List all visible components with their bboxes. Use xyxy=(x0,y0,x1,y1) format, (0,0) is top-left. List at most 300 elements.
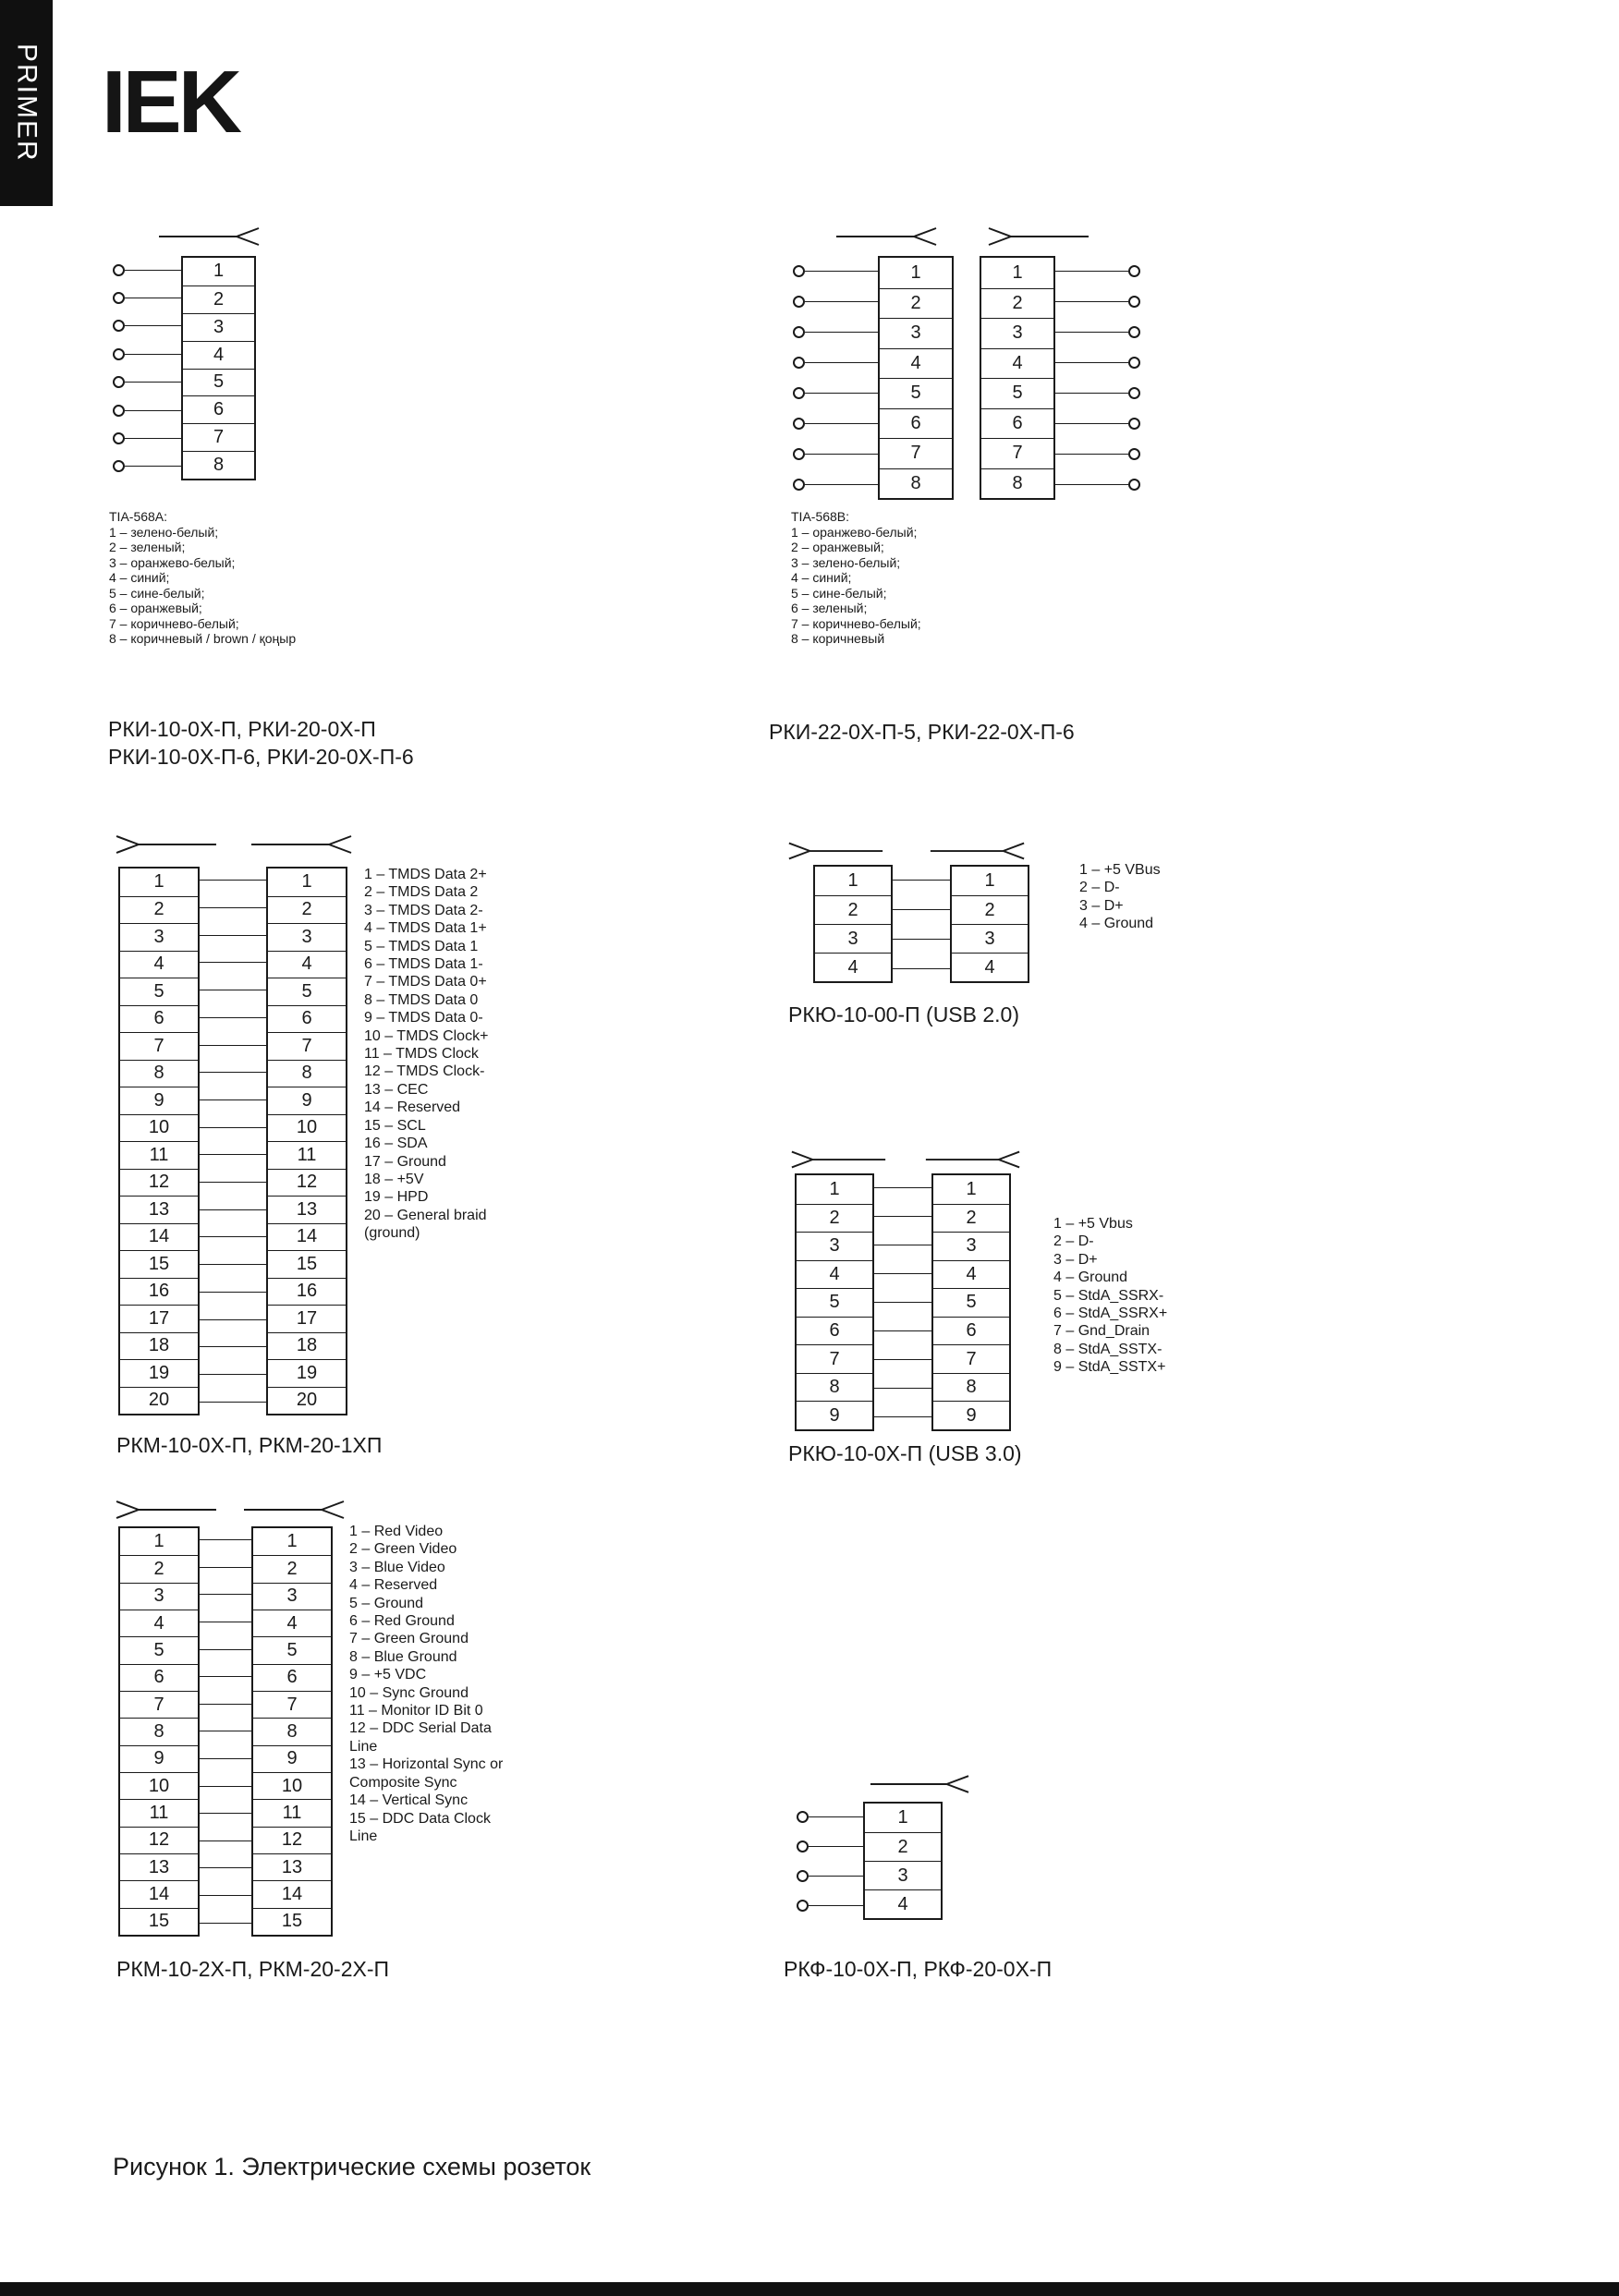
pin-cell: 6 xyxy=(268,1005,346,1033)
pin-box xyxy=(181,256,256,480)
connector-line xyxy=(200,1813,251,1814)
cable-fork-right-icon xyxy=(157,225,261,249)
wire-line xyxy=(1055,454,1128,455)
wire-row xyxy=(113,424,181,452)
connector-line xyxy=(200,935,266,936)
cable-fork-left-icon xyxy=(115,832,218,856)
legend-title: TIA-568B: xyxy=(791,509,850,524)
connector-line xyxy=(200,1594,251,1595)
wire-line xyxy=(125,438,181,439)
legend-line: 10 – TMDS Clock+ xyxy=(364,1027,489,1044)
pin-cell: 1 xyxy=(1012,261,1023,283)
pin-cell: 6 xyxy=(120,1664,198,1691)
pin-cell: 5 xyxy=(797,1288,872,1317)
pin-cell: 6 xyxy=(253,1664,331,1691)
pin-cell: 5 xyxy=(268,978,346,1005)
pin-cell: 10 xyxy=(120,1772,198,1799)
connector-line xyxy=(200,1346,266,1347)
link-row xyxy=(874,1317,931,1345)
label-rkm-hdmi xyxy=(116,1431,382,1459)
wire-row xyxy=(1055,469,1140,500)
legend-line: 1 – +5 VBus xyxy=(1079,862,1161,878)
contact-circle xyxy=(793,265,805,277)
connector-line xyxy=(200,1867,251,1868)
pin-cell: 2 xyxy=(183,285,254,313)
pin-cell: 11 xyxy=(268,1141,346,1169)
connector-line xyxy=(200,1704,251,1705)
pin-cell: 9 xyxy=(253,1745,331,1772)
legend-hdmi xyxy=(364,866,488,1243)
pin-cell: 12 xyxy=(253,1827,331,1853)
wire-line xyxy=(1055,393,1128,394)
pin-cell: 17 xyxy=(268,1305,346,1332)
connector-line xyxy=(200,1374,266,1375)
pin-cell: 15 xyxy=(253,1908,331,1935)
pin-cell: 4 xyxy=(253,1610,331,1636)
model-label: РКЮ-10-00-П (USB 2.0) xyxy=(788,1002,1020,1027)
legend-line: 16 – SDA xyxy=(364,1136,428,1152)
legend-line: 9 – +5 VDC xyxy=(349,1667,427,1683)
connector-line xyxy=(200,1402,266,1403)
legend-line: 5 – StdA_SSRX- xyxy=(1053,1287,1164,1304)
link-row xyxy=(874,1403,931,1431)
contact-circle xyxy=(1128,296,1140,308)
label-rki-10-20 xyxy=(108,715,414,771)
wire-line xyxy=(805,362,878,363)
connector-lines xyxy=(200,1526,251,1937)
connector-line xyxy=(200,1099,266,1100)
model-label: РКМ-10-0Х-П, РКМ-20-1ХП xyxy=(116,1433,383,1457)
label-rkyu-usb3 xyxy=(788,1440,1022,1467)
wire-column-left xyxy=(113,256,181,480)
diagram-hdmi xyxy=(103,830,371,1440)
contact-circle xyxy=(797,1870,809,1882)
wire-row xyxy=(793,439,878,469)
contact-circle xyxy=(797,1811,809,1823)
link-row xyxy=(200,1196,266,1223)
diagram-rj45-tia568b-double xyxy=(774,222,1172,508)
wire-row xyxy=(793,286,878,317)
legend-line: 14 – Reserved xyxy=(364,1099,461,1116)
diagram-vga xyxy=(103,1495,362,1966)
connector-line xyxy=(200,1264,266,1265)
pin-cell: 6 xyxy=(880,408,952,439)
link-row xyxy=(874,1288,931,1317)
connector-line xyxy=(200,1676,251,1677)
pin-cell: 9 xyxy=(797,1401,872,1429)
pin-cell: 4 xyxy=(880,348,952,379)
pin-cell: 20 xyxy=(120,1387,198,1415)
pin-cell: 1 xyxy=(213,261,225,282)
pin-cell: 17 xyxy=(120,1305,198,1332)
pin-cell: 4 xyxy=(120,951,198,978)
wire-line xyxy=(125,410,181,411)
link-row xyxy=(200,1333,266,1361)
wire-line xyxy=(805,271,878,272)
pin-cell: 4 xyxy=(981,348,1053,379)
link-row xyxy=(200,1087,266,1114)
wire-row xyxy=(797,1831,863,1861)
legend-line: 8 – коричневый / brown / қоңыр xyxy=(109,631,297,646)
connector-line xyxy=(874,1359,931,1360)
contact-circle xyxy=(793,448,805,460)
pin-cell: 7 xyxy=(880,438,952,468)
pin-cell: 3 xyxy=(253,1583,331,1610)
legend-line: 6 – Red Ground xyxy=(349,1613,455,1630)
pin-cell: 9 xyxy=(120,1087,198,1114)
legend-line: (ground) xyxy=(364,1225,420,1242)
legend-line: 7 – TMDS Data 0+ xyxy=(364,974,487,990)
pin-cell: 11 xyxy=(120,1141,198,1169)
legend-line: 1 – Red Video xyxy=(349,1524,444,1539)
cable-fork-left-icon xyxy=(987,225,1090,249)
pin-cell: 8 xyxy=(253,1718,331,1744)
pin-cell: 3 xyxy=(865,1861,941,1889)
wire-row xyxy=(793,347,878,378)
label-rkf xyxy=(784,1955,1052,1983)
wire-row xyxy=(793,378,878,408)
pin-cell: 5 xyxy=(120,978,198,1005)
connector-line xyxy=(893,968,950,969)
pin-cell: 7 xyxy=(933,1344,1009,1373)
legend-line: 4 – Reserved xyxy=(349,1577,438,1594)
link-row xyxy=(200,1854,251,1882)
pin-box-left xyxy=(795,1173,874,1431)
link-row xyxy=(200,867,266,894)
pin-cell: 15 xyxy=(120,1908,198,1935)
cable-fork-right-icon xyxy=(929,839,1026,863)
cable-fork-left-icon xyxy=(790,1148,887,1172)
legend-line: 3 – D+ xyxy=(1053,1251,1098,1268)
pin-cell: 3 xyxy=(183,313,254,341)
pin-cell: 9 xyxy=(933,1401,1009,1429)
pin-cell: 2 xyxy=(797,1204,872,1233)
contact-circle xyxy=(1128,357,1140,369)
link-row xyxy=(200,1031,266,1059)
contact-circle xyxy=(113,264,125,276)
pin-cell: 20 xyxy=(268,1387,346,1415)
contact-circle xyxy=(793,418,805,430)
pin-cell: 1 xyxy=(153,871,164,893)
link-row xyxy=(200,1251,266,1279)
pin-cell: 1 xyxy=(984,870,995,891)
wire-row xyxy=(113,340,181,368)
diagram-phone xyxy=(776,1772,1016,1938)
wire-line xyxy=(1055,332,1128,333)
cable-fork-left-icon xyxy=(115,1498,218,1522)
pin-cell: 6 xyxy=(933,1317,1009,1345)
model-label: РКИ-10-0Х-П, РКИ-20-0Х-П xyxy=(108,717,376,741)
connector-line xyxy=(874,1187,931,1188)
legend-line: 5 – сине-белый; xyxy=(791,585,887,601)
link-row xyxy=(200,1635,251,1663)
pin-cell: 6 xyxy=(183,395,254,423)
legend-usb3 xyxy=(1053,1215,1167,1377)
legend-line: 5 – сине-белый; xyxy=(109,585,205,601)
footer-bar xyxy=(0,2282,1619,2296)
legend-line: 8 – TMDS Data 0 xyxy=(364,991,479,1008)
contact-circle xyxy=(793,387,805,399)
pin-cell: 6 xyxy=(120,1005,198,1033)
pin-cell: 1 xyxy=(153,1531,164,1552)
pin-cell: 10 xyxy=(253,1772,331,1799)
wire-row xyxy=(113,369,181,396)
corner-tab: PRIMER xyxy=(0,0,53,206)
link-row xyxy=(200,1745,251,1773)
legend-line: 5 – TMDS Data 1 xyxy=(364,938,479,954)
connector-line xyxy=(200,1923,251,1924)
wire-line xyxy=(125,354,181,355)
connector-line xyxy=(200,907,266,908)
contact-circle xyxy=(1128,479,1140,491)
pin-cell: 8 xyxy=(880,468,952,499)
pin-cell: 7 xyxy=(183,423,254,451)
pin-cell: 5 xyxy=(880,378,952,408)
link-row xyxy=(200,1361,266,1389)
connector-line xyxy=(200,1292,266,1293)
legend-line: 9 – StdA_SSTX+ xyxy=(1053,1359,1166,1376)
connector-line xyxy=(893,880,950,881)
wire-row xyxy=(113,453,181,480)
wire-column-left xyxy=(797,1802,863,1920)
legend-line: 6 – зеленый; xyxy=(791,601,868,615)
pin-cell: 7 xyxy=(253,1691,331,1718)
contact-circle xyxy=(1128,326,1140,338)
wire-line xyxy=(1055,271,1128,272)
label-rki-22 xyxy=(769,718,1075,746)
contact-circle xyxy=(1128,448,1140,460)
legend-line: 20 – General braid xyxy=(364,1207,487,1223)
connector-line xyxy=(200,1567,251,1568)
pin-cell: 1 xyxy=(910,261,921,283)
legend-line: 9 – TMDS Data 0- xyxy=(364,1010,483,1027)
pin-cell: 10 xyxy=(268,1114,346,1142)
pin-cell: 2 xyxy=(952,895,1028,924)
legend-lines xyxy=(1053,1215,1167,1377)
legend-line: 13 – CEC xyxy=(364,1081,429,1098)
link-row xyxy=(200,1113,266,1141)
pin-cell: 8 xyxy=(981,468,1053,499)
wire-line xyxy=(125,382,181,383)
pin-cell: 6 xyxy=(797,1317,872,1345)
contact-circle xyxy=(1128,418,1140,430)
pin-cell: 2 xyxy=(865,1832,941,1861)
link-row xyxy=(200,1800,251,1828)
pin-cell: 2 xyxy=(120,896,198,924)
link-row xyxy=(200,949,266,977)
wire-line xyxy=(1055,362,1128,363)
wire-line xyxy=(805,484,878,485)
legend-lines xyxy=(109,525,296,647)
connector-line xyxy=(874,1388,931,1389)
wire-line xyxy=(805,301,878,302)
legend-line: 3 – D+ xyxy=(1079,897,1124,914)
pin-cell: 11 xyxy=(120,1799,198,1826)
legend-line: 1 – +5 Vbus xyxy=(1053,1216,1133,1232)
link-row xyxy=(200,1909,251,1937)
pin-cell: 4 xyxy=(268,951,346,978)
cable-fork-left-icon xyxy=(787,839,884,863)
legend-usb2 xyxy=(1079,861,1161,933)
pin-cell: 4 xyxy=(865,1889,941,1918)
legend-line: 12 – TMDS Clock- xyxy=(364,1063,485,1080)
connector-lines xyxy=(893,865,950,983)
connector-line xyxy=(200,1758,251,1759)
contact-circle xyxy=(1128,265,1140,277)
wire-line xyxy=(1055,484,1128,485)
wire-row xyxy=(1055,286,1140,317)
pin-cell: 4 xyxy=(952,953,1028,981)
wire-row xyxy=(113,284,181,311)
legend-line: 18 – +5V xyxy=(364,1171,424,1187)
cable-fork-right-icon xyxy=(869,1772,970,1796)
wire-column-left xyxy=(793,256,878,500)
pin-box-left xyxy=(878,256,954,500)
link-row xyxy=(874,1374,931,1403)
contact-circle xyxy=(113,432,125,444)
pin-cell: 14 xyxy=(253,1880,331,1907)
pin-cell: 12 xyxy=(120,1827,198,1853)
pin-cell: 16 xyxy=(120,1278,198,1306)
pin-box xyxy=(863,1802,943,1920)
legend-line: 19 – HPD xyxy=(364,1189,429,1206)
wire-row xyxy=(1055,347,1140,378)
link-row xyxy=(874,1231,931,1259)
pin-cell: 11 xyxy=(253,1799,331,1826)
legend-tia568b xyxy=(791,509,921,647)
legend-line: 8 – StdA_SSTX- xyxy=(1053,1341,1163,1357)
contact-circle xyxy=(113,292,125,304)
model-label: РКМ-10-2Х-П, РКМ-20-2Х-П xyxy=(116,1957,390,1981)
pin-cell: 12 xyxy=(120,1169,198,1197)
pin-box-right xyxy=(931,1173,1011,1431)
pin-box-left xyxy=(118,1526,200,1937)
pin-cell: 1 xyxy=(847,870,858,891)
pin-box-left xyxy=(118,867,200,1415)
pin-cell: 18 xyxy=(268,1332,346,1360)
legend-line: 4 – Ground xyxy=(1053,1269,1128,1286)
contact-circle xyxy=(793,296,805,308)
connector-line xyxy=(200,1539,251,1540)
contact-circle xyxy=(793,479,805,491)
pin-cell: 2 xyxy=(253,1555,331,1582)
legend-line: 2 – оранжевый; xyxy=(791,540,884,554)
legend-line: 3 – зелено-белый; xyxy=(791,554,901,570)
legend-line: 13 – Horizontal Sync or xyxy=(349,1756,504,1773)
diagram-rj45-tia568a xyxy=(102,222,397,499)
cable-fork-right-icon xyxy=(924,1148,1021,1172)
legend-line: 1 – TMDS Data 2+ xyxy=(364,867,487,882)
pin-cell: 7 xyxy=(268,1032,346,1060)
contact-circle xyxy=(1128,387,1140,399)
pin-cell: 4 xyxy=(120,1610,198,1636)
legend-line: 15 – SCL xyxy=(364,1117,426,1134)
pin-cell: 1 xyxy=(301,871,312,893)
legend-line: 17 – Ground xyxy=(364,1153,446,1170)
pin-cell: 13 xyxy=(253,1853,331,1880)
pin-cell: 5 xyxy=(120,1636,198,1663)
model-label: РКЮ-10-0Х-П (USB 3.0) xyxy=(788,1441,1022,1465)
connector-line xyxy=(874,1216,931,1217)
pin-box-left xyxy=(813,865,893,983)
wire-row xyxy=(797,1861,863,1890)
wire-row xyxy=(797,1890,863,1920)
pin-cell: 14 xyxy=(268,1223,346,1251)
legend-line: 7 – коричнево-белый; xyxy=(109,615,239,631)
legend-line: 2 – D- xyxy=(1053,1233,1094,1250)
wire-line xyxy=(1055,423,1128,424)
wire-line xyxy=(805,393,878,394)
legend-line: 11 – Monitor ID Bit 0 xyxy=(349,1703,483,1719)
link-row xyxy=(200,1306,266,1333)
pin-cell: 16 xyxy=(268,1278,346,1306)
wire-row xyxy=(113,312,181,340)
pin-box-right xyxy=(950,865,1029,983)
pin-cell: 19 xyxy=(268,1359,346,1387)
legend-line: 3 – TMDS Data 2- xyxy=(364,902,483,918)
wire-row xyxy=(113,256,181,284)
pin-box-right xyxy=(251,1526,333,1937)
pin-cell: 13 xyxy=(120,1853,198,1880)
legend-line: 6 – TMDS Data 1- xyxy=(364,956,483,973)
legend-line: 1 – оранжево-белый; xyxy=(791,524,918,540)
wire-row xyxy=(1055,408,1140,439)
pin-cell: 3 xyxy=(120,1583,198,1610)
wire-row xyxy=(113,396,181,424)
legend-tia568a xyxy=(109,509,296,647)
label-rkm-vga xyxy=(116,1955,389,1983)
contact-circle xyxy=(113,376,125,388)
legend-line: Composite Sync xyxy=(349,1774,457,1791)
link-row xyxy=(874,1345,931,1374)
legend-line: 4 – Ground xyxy=(1079,916,1154,932)
link-row xyxy=(200,1581,251,1609)
wire-line xyxy=(805,454,878,455)
pin-cell: 15 xyxy=(268,1250,346,1278)
contact-circle xyxy=(113,405,125,417)
iek-logo: IEK xyxy=(102,53,239,152)
pin-cell: 2 xyxy=(933,1204,1009,1233)
contact-circle xyxy=(113,348,125,360)
pin-cell: 8 xyxy=(120,1060,198,1087)
link-row xyxy=(200,1609,251,1636)
connector-line xyxy=(200,1127,266,1128)
wire-line xyxy=(809,1905,863,1906)
legend-line: 7 – Gnd_Drain xyxy=(1053,1323,1150,1340)
legend-line: Line xyxy=(349,1828,378,1844)
connector-line xyxy=(200,1840,251,1841)
wire-line xyxy=(125,325,181,326)
legend-line: 2 – Green Video xyxy=(349,1541,457,1558)
pin-cell: 19 xyxy=(120,1359,198,1387)
connector-lines xyxy=(874,1173,931,1431)
wire-row xyxy=(793,317,878,347)
pin-cell: 2 xyxy=(815,895,891,924)
link-row xyxy=(200,1526,251,1554)
connector-line xyxy=(893,909,950,910)
wire-row xyxy=(1055,256,1140,286)
model-label: РКИ-22-0Х-П-5, РКИ-22-0Х-П-6 xyxy=(769,720,1075,744)
pin-cell: 8 xyxy=(268,1060,346,1087)
legend-line: 3 – оранжево-белый; xyxy=(109,554,236,570)
legend-title: TIA-568A: xyxy=(109,509,168,524)
contact-circle xyxy=(793,326,805,338)
wire-line xyxy=(809,1816,863,1817)
legend-line: 7 – Green Ground xyxy=(349,1631,469,1647)
legend-line: 4 – TMDS Data 1+ xyxy=(364,920,487,937)
wire-row xyxy=(797,1802,863,1831)
link-row xyxy=(200,1279,266,1306)
